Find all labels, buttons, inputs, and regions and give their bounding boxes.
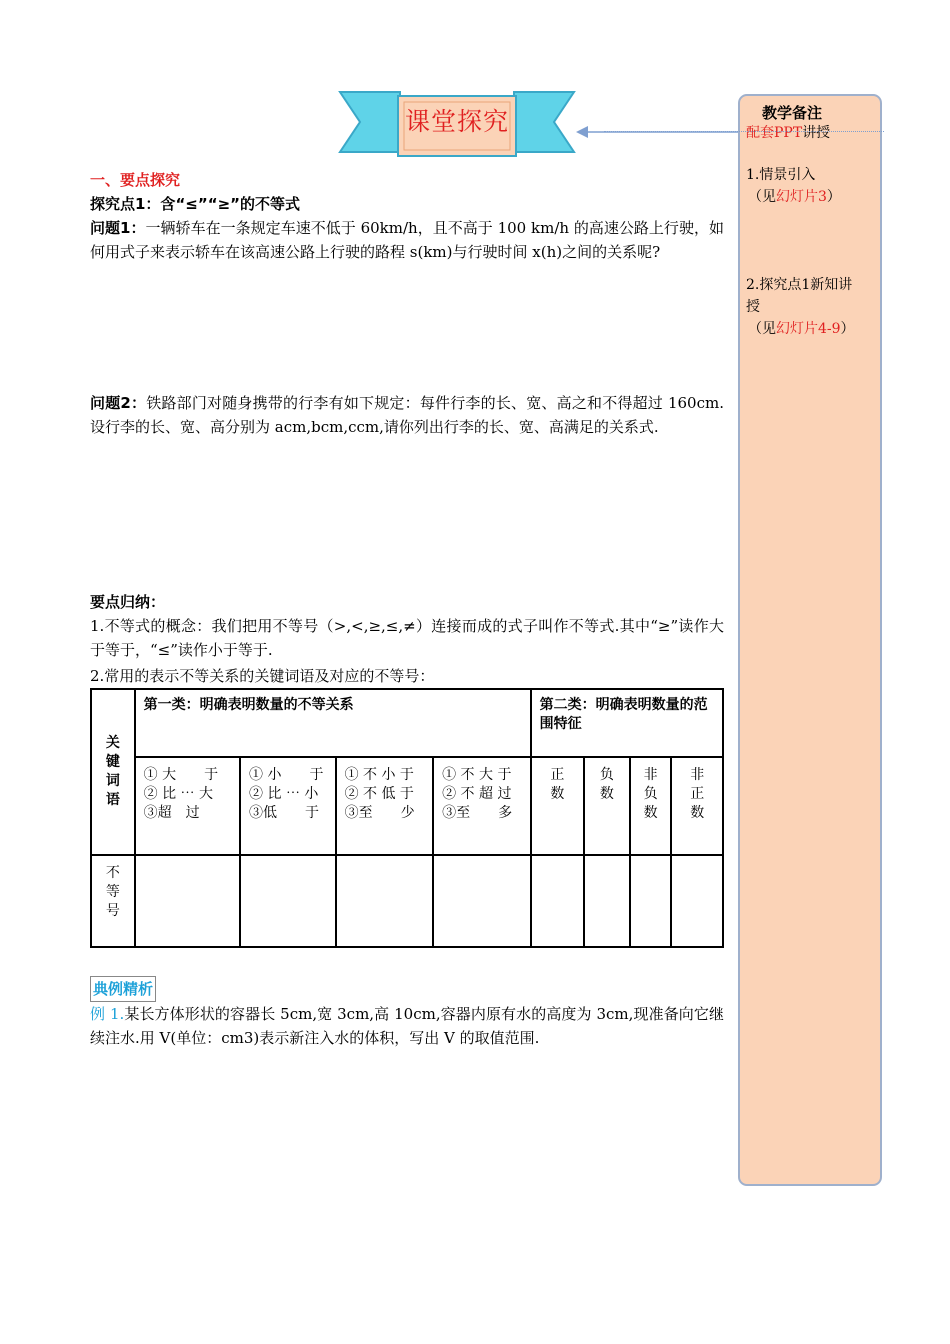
kw-col-4 <box>433 757 531 855</box>
kw-4-1: ① 不 大 于 <box>442 767 512 783</box>
vertical-char: 语 <box>105 792 120 808</box>
kw-2-3: ③低 于 <box>249 805 320 821</box>
vertical-char: 负 <box>643 786 658 802</box>
vertical-char: 关 <box>105 735 120 751</box>
vertical-char: 数 <box>690 805 705 821</box>
kw-4-2: ② 不 超 过 <box>442 786 512 802</box>
point1-title: 探究点1：含“≤”“≥”的不等式 <box>90 195 301 213</box>
vertical-char: 键 <box>105 754 120 770</box>
vertical-char: 不 <box>105 865 120 881</box>
sidebar-item-2-label-line2: 授 <box>746 299 760 315</box>
vertical-char: 数 <box>643 805 658 821</box>
vertical-char: 非 <box>643 767 658 783</box>
sidebar-item-1-slide: 幻灯片3 <box>776 189 827 205</box>
example-tag-wrap <box>90 976 156 1002</box>
vertical-char: 负 <box>599 767 614 783</box>
section-banner <box>338 88 576 160</box>
sidebar-sub-red: 配套PPT <box>746 125 803 141</box>
kw-col-nonpos <box>671 757 723 855</box>
keyword-table <box>90 688 724 948</box>
symbol-cell-7 <box>630 855 672 947</box>
group-1-header <box>135 689 531 757</box>
kw-nonneg-text <box>631 758 671 823</box>
kw-col-negative <box>584 757 630 855</box>
kw-negative-text <box>585 758 629 804</box>
kw-col-positive <box>531 757 585 855</box>
symbol-cell-2 <box>240 855 336 947</box>
sidebar-item-1-close: ） <box>826 189 841 205</box>
kw-1-3: ③超 过 <box>143 805 200 821</box>
group-2-header <box>531 689 723 757</box>
sidebar-item-1 <box>746 164 880 208</box>
symbol-row <box>91 855 723 947</box>
kw-col-2 <box>240 757 336 855</box>
vertical-char: 词 <box>105 773 120 789</box>
sidebar-item-2 <box>746 274 880 340</box>
summary-title: 要点归纳： <box>90 593 166 611</box>
vertical-char: 号 <box>105 903 120 919</box>
kw-3-2: ② 不 低 于 <box>344 786 414 802</box>
vertical-char: 正 <box>690 786 705 802</box>
kw-col-nonneg <box>630 757 672 855</box>
kw-3-3: ③至 少 <box>344 805 415 821</box>
question-1 <box>90 216 724 264</box>
vertical-char: 数 <box>599 786 614 802</box>
kw-2-2: ② 比 ⋯ 小 <box>249 786 319 802</box>
vertical-char: 正 <box>550 767 565 783</box>
question-1-text: 一辆轿车在一条规定车速不低于 60km/h，且不高于 100 km/h 的高速公路上行驶，如何用式子来表示轿车在该高速公路上行驶的路程 s(km)与行驶时间 x(h)之间的关系呢? <box>90 219 724 261</box>
teaching-notes-sidebar <box>738 94 882 1186</box>
group-1-text: 第一类：明确表明数量的不等关系 <box>143 697 354 713</box>
kw-2-1: ① 小 于 <box>249 767 324 783</box>
symbol-cell-1 <box>135 855 240 947</box>
question-2 <box>90 391 724 439</box>
question-1-label: 问题1： <box>90 219 146 237</box>
kw-4-3: ③至 多 <box>442 805 513 821</box>
kw-3-1: ① 不 小 于 <box>344 767 414 783</box>
question-2-text: 铁路部门对随身携带的行李有如下规定：每件行李的长、宽、高之和不得超过 160cm.设行李的长、宽、高分别为 acm,bcm,ccm,请你列出行李的长、宽、高满足的关系式. <box>90 394 724 436</box>
question-2-label: 问题2： <box>90 394 147 412</box>
sidebar-sub-black: 讲授 <box>802 125 831 141</box>
sidebar-item-1-open: （见 <box>748 189 776 205</box>
banner-title: 课堂探究 <box>404 107 509 136</box>
sidebar-title: 教学备注 <box>762 104 823 122</box>
arrow-left-icon <box>576 122 756 142</box>
sidebar-item-2-close: ） <box>840 321 855 337</box>
kw-1-1: ① 大 于 <box>143 767 219 783</box>
kw-positive-text <box>532 758 584 804</box>
symbol-cell-5 <box>531 855 585 947</box>
example-1 <box>90 1002 724 1050</box>
keyword-row <box>91 757 723 855</box>
group-2-text: 第二类：明确表明数量的范围特征 <box>539 697 708 732</box>
vertical-char: 数 <box>550 786 565 802</box>
section-title: 一、要点探究 <box>90 171 181 189</box>
sidebar-subtitle <box>746 122 830 142</box>
sidebar-item-2-slide: 幻灯片4-9 <box>776 321 841 337</box>
example-1-text: 某长方体形状的容器长 5cm,宽 3cm,高 10cm,容器内原有水的高度为 3cm,现准备向它继续注水.用 V(单位：cm3)表示新注入水的体积，写出 V 的取值范围. <box>90 1005 724 1047</box>
kw-col-3 <box>336 757 434 855</box>
example-1-label: 例 1. <box>90 1005 125 1023</box>
kw-col-1 <box>135 757 240 855</box>
symbol-cell-8 <box>671 855 723 947</box>
kw-1-2: ② 比 ⋯ 大 <box>143 786 213 802</box>
kw-nonpos-text <box>672 758 722 823</box>
symbol-cell-4 <box>433 855 531 947</box>
example-tag: 典例精析 <box>90 976 156 1002</box>
symbol-cell-3 <box>336 855 434 947</box>
summary-1: 1.不等式的概念：我们把用不等号（>,<,≥,≤,≠）连接而成的式子叫作不等式.其中“≥”读作大于等于，“≤”读作小于等于. <box>90 617 724 659</box>
sidebar-item-1-label: 1.情景引入 <box>746 167 816 183</box>
summary-2: 2.常用的表示不等关系的关键词语及对应的不等号： <box>90 667 435 685</box>
symbol-cell-6 <box>584 855 630 947</box>
sidebar-item-2-label-line1: 2.探究点1新知讲 <box>746 277 853 293</box>
dotted-divider <box>604 131 884 132</box>
row-header-keywords <box>91 689 135 855</box>
row-header-keywords-text <box>92 734 134 810</box>
vertical-char: 非 <box>690 767 705 783</box>
sidebar-item-2-open: （见 <box>748 321 776 337</box>
row-header-symbol-text <box>92 856 134 921</box>
row-header-symbol <box>91 855 135 947</box>
vertical-char: 等 <box>105 884 120 900</box>
